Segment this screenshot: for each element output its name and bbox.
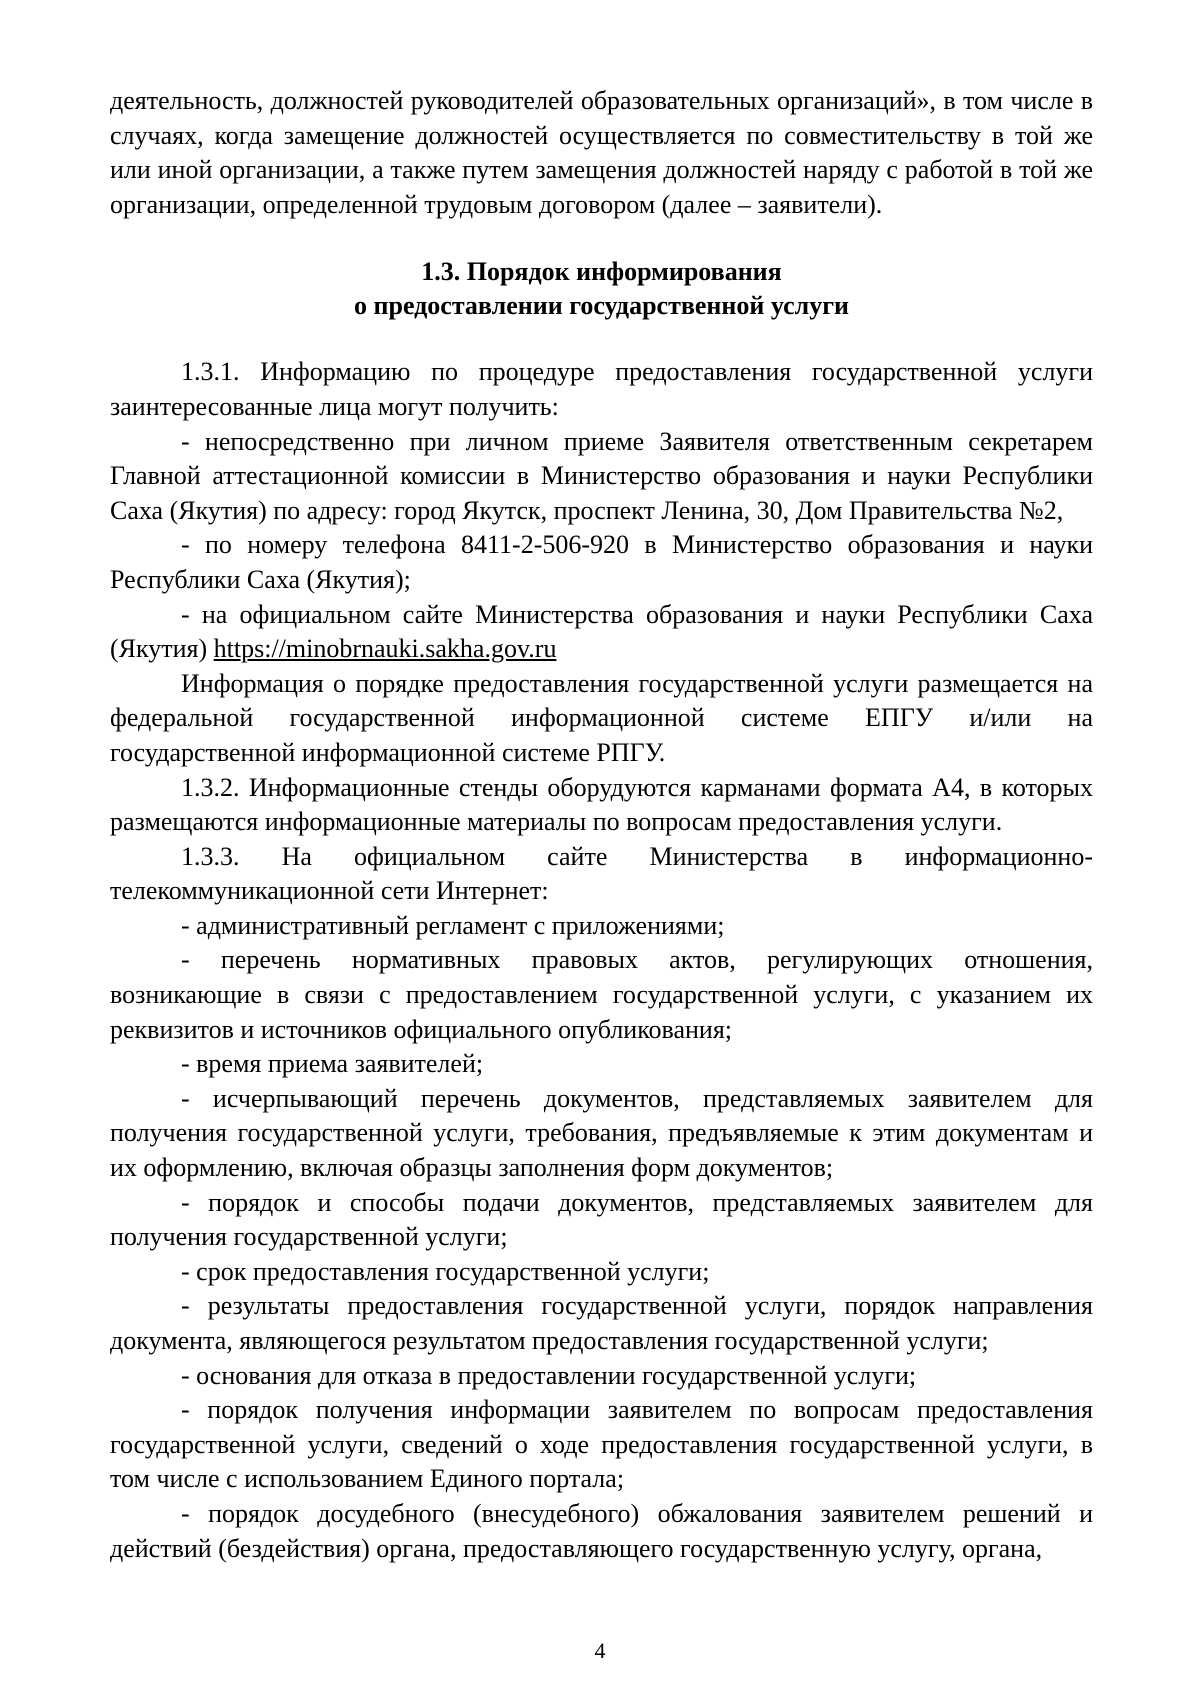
page-number: 4: [594, 1638, 606, 1663]
website-prefix: - на официальном сайте Министерства образования и науки Республики Саха (Якутия): [110, 599, 1093, 664]
document-page: [110, 84, 1093, 1566]
paragraph-1-3-2: 1.3.2. Информационные стенды оборудуются карманами формата А4, в которых размещаются информационные материалы по вопросам предоставления услуги.: [110, 772, 1093, 837]
list-item: - исчерпывающий перечень документов, представляемых заявителем для получения государственной услуги, требования, предъявляемые к этим документам и их оформлению, включая образцы заполнения форм документов;: [110, 1083, 1093, 1183]
paragraph-info-placement: Информация о порядке предоставления государственной услуги размещается на федеральной государственной информационной системе ЕПГУ и/или на государственной информационной системе РПГУ.: [110, 668, 1093, 767]
list-item: - время приема заявителей;: [181, 1049, 484, 1079]
list-item: - срок предоставления государственной услуги;: [181, 1256, 710, 1286]
list-item: - основания для отказа в предоставлении государственной услуги;: [181, 1360, 917, 1390]
paragraph-website: [110, 598, 1093, 667]
paragraph-personal-visit: - непосредственно при личном приеме Заявителя ответственным секретарем Главной аттестационной комиссии в Министерство образования и науки Республики Саха (Якутия) по адресу: город Якутск, проспект Ленина, 30, Дом Правительства №2,: [110, 426, 1093, 525]
list-item: - административный регламент с приложениями;: [181, 910, 725, 940]
website-link[interactable]: https://minobrnauki.sakha.gov.ru: [213, 634, 557, 664]
list-item: - перечень нормативных правовых актов, регулирующих отношения, возникающие в связи с предоставлением государственной услуги, с указанием их реквизитов и источников официального опубликования;: [110, 945, 1093, 1044]
list-item: - порядок досудебного (внесудебного) обжалования заявителем решений и действий (бездействия) органа, предоставляющего государственную услугу, органа,: [110, 1498, 1093, 1563]
section-heading-line-1: 1.3. Порядок информирования: [421, 257, 782, 287]
list-item: - порядок и способы подачи документов, представляемых заявителем для получения государственной услуги;: [110, 1187, 1093, 1252]
section-heading-line-2: о предоставлении государственной услуги: [354, 291, 849, 321]
intro-paragraph: деятельность, должностей руководителей образовательных организаций», в том числе в случаях, когда замещение должностей осуществляется по совместительству в той же или иной организации, а также путем замещения должностей наряду с работой в той же организации, определенной трудовым договором (далее – заявители).: [110, 86, 1093, 219]
section-heading: [110, 255, 1093, 323]
list-item: - результаты предоставления государственной услуги, порядок направления документа, являющегося результатом предоставления государственной услуги;: [110, 1291, 1093, 1355]
paragraph-phone: - по номеру телефона 8411-2-506-920 в Министерство образования и науки Республики Саха (Якутия);: [110, 530, 1093, 594]
paragraph-1-3-1: 1.3.1. Информацию по процедуре предоставления государственной услуги заинтересованные лица могут получить:: [110, 357, 1093, 421]
paragraph-1-3-3: 1.3.3. На официальном сайте Министерства в информационно-телекоммуникационной сети Интернет:: [110, 841, 1093, 906]
list-item: - порядок получения информации заявителем по вопросам предоставления государственной услуги, сведений о ходе предоставления государственной услуги, в том числе с использованием Единого портала;: [110, 1395, 1093, 1494]
